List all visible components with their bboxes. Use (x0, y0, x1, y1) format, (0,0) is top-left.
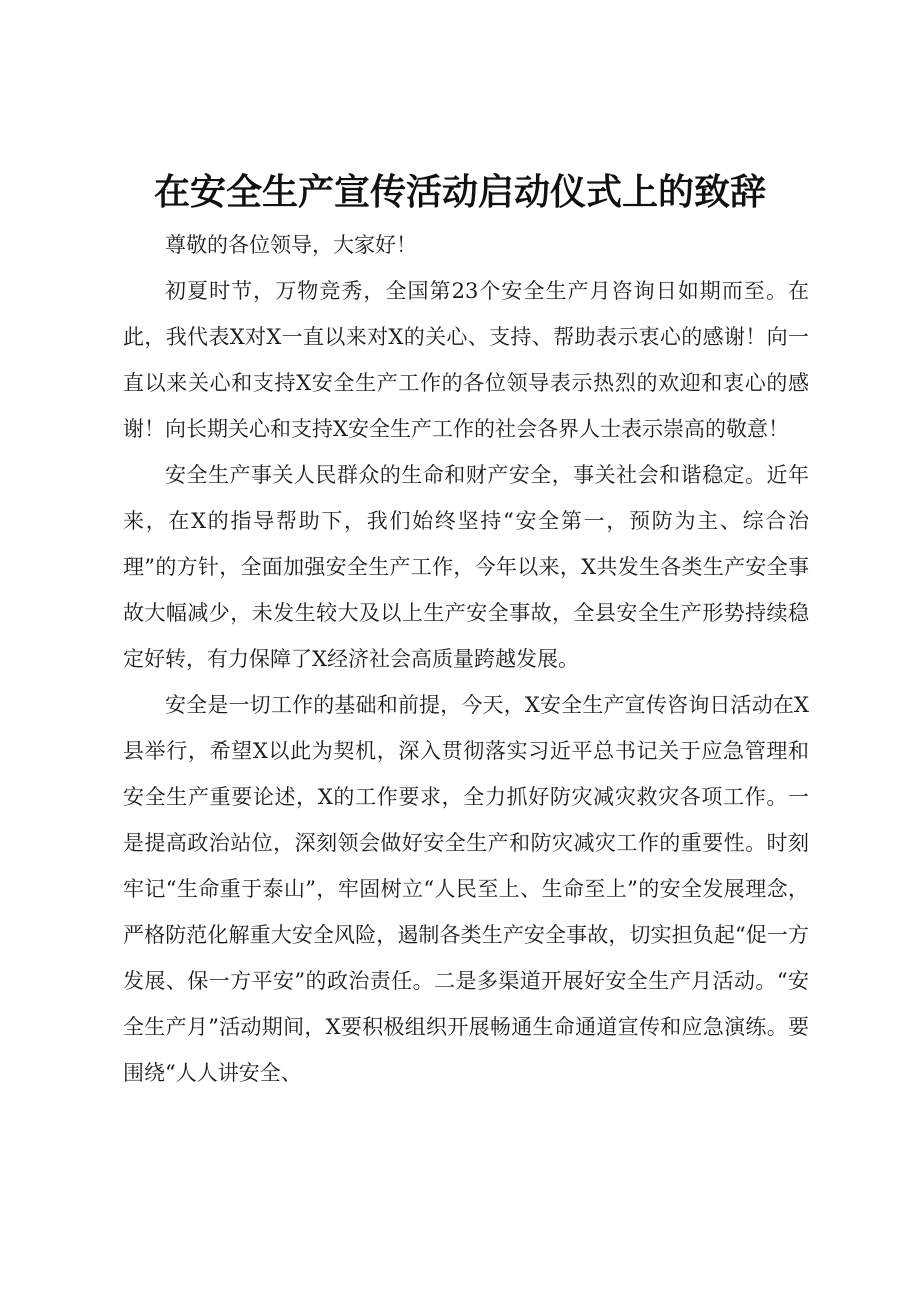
document-body (123, 222, 809, 1096)
page-title: 在安全生产宣传活动启动仪式上的致辞 (153, 172, 766, 213)
paragraph-3: 安全是一切工作的基础和前提，今天，X安全生产宣传咨询日活动在X县举行，希望X以此为契机，深入贯彻落实习近平总书记关于应急管理和安全生产重要论述，X的工作要求，全力抓好防灾减灾救灾各项工作。一是提高政治站位，深刻领会做好安全生产和防灾减灾工作的重要性。时刻牢记“生命重于泰山”，牢固树立“人民至上、生命至上”的安全发展理念，严格防范化解重大安全风险，遏制各类生产安全事故，切实担负起“促一方发展、保一方平安”的政治责任。二是多渠道开展好安全生产月活动。“安全生产月”活动期间，X要积极组织开展畅通生命通道宣传和应急演练。要围绕“人人讲安全、 (123, 693, 809, 1085)
paragraph-2: 安全生产事关人民群众的生命和财产安全，事关社会和谐稳定。近年来，在X的指导帮助下，我们始终坚持“安全第一，预防为主、综合治理”的方针，全面加强安全生产工作，今年以来，X共发生各类生产安全事故大幅减少，未发生较大及以上生产安全事故，全县安全生产形势持续稳定好转，有力保障了X经济社会高质量跨越发展。 (123, 463, 809, 671)
salutation: 尊敬的各位领导，大家好！ (165, 233, 417, 257)
paragraph-1: 初夏时节，万物竞秀，全国第23个安全生产月咨询日如期而至。在此，我代表X对X一直以来对X的关心、支持、帮助表示衷心的感谢！向一直以来关心和支持X安全生产工作的各位领导表示热烈的欢迎和衷心的感谢！向长期关心和支持X安全生产工作的社会各界人士表示崇高的敬意！ (123, 279, 809, 441)
